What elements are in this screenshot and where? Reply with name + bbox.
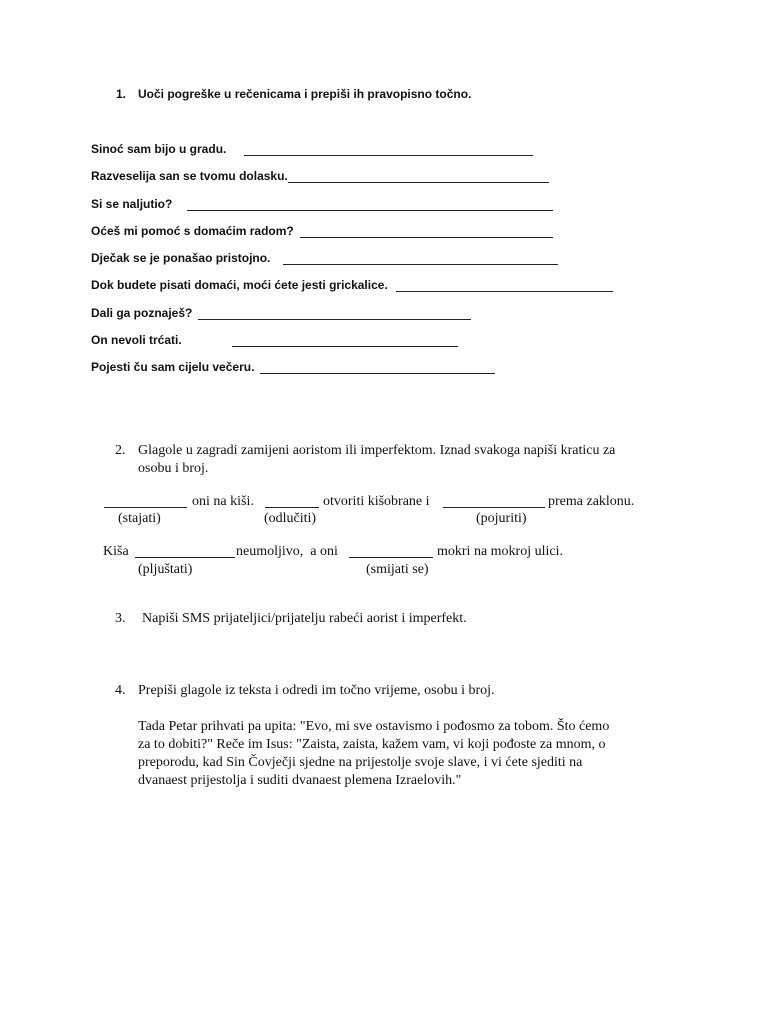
blank-pojuriti[interactable] [443,507,545,508]
blank-smijati-se[interactable] [349,557,433,558]
passage-line-3: preporodu, kad Sin Čovječji sjedne na prijestolje svoje slave, i vi ćete sjediti na [138,755,583,770]
blank-stajati[interactable] [104,507,187,508]
passage-line-2: za to dobiti?" Reče im Isus: "Zaista, zaista, kažem vam, vi koji pođoste za mnom, o [138,737,606,752]
answer-line-6[interactable] [396,291,613,292]
row-1-text-1: oni na kiši. [192,494,254,509]
row-1-text-3: prema zaklonu. [548,494,635,509]
row-2-text-2: mokri na mokroj ulici. [437,544,563,559]
passage-line-4: dvanaest prijestolja i suditi dvanaest plemena Izraelovih." [138,773,462,788]
answer-line-7[interactable] [198,319,471,320]
hint-smijati-se: (smijati se) [366,562,429,577]
blank-odluciti[interactable] [265,507,319,508]
hint-stajati: (stajati) [118,511,161,526]
row-1-text-2: otvoriti kišobrane i [323,494,430,509]
task-1-number: 1. [116,87,127,101]
task-4-instruction: Prepiši glagole iz teksta i odredi im točno vrijeme, osobu i broj. [138,683,495,698]
sentence-2: Razveselija san se tvomu dolasku. [91,169,288,183]
sentence-4: Oćeš mi pomoć s domaćim radom? [91,224,294,238]
hint-odluciti: (odlučiti) [264,511,317,526]
row-2-text-0: Kiša [103,544,129,559]
answer-line-3[interactable] [187,210,553,211]
row-2-text-1: neumoljivo, a oni [236,544,338,559]
sentence-8: On nevoli trćati. [91,333,182,347]
answer-line-2[interactable] [288,182,549,183]
blank-pljustati[interactable] [135,557,235,558]
sentence-7: Dali ga poznaješ? [91,306,193,320]
task-1-heading: Uoči pogreške u rečenicama i prepiši ih pravopisno točno. [138,87,472,101]
sentence-9: Pojesti ču sam cijelu večeru. [91,360,255,374]
task-4-number: 4. [115,683,126,698]
answer-line-5[interactable] [283,264,558,265]
answer-line-1[interactable] [244,155,533,156]
task-2-instruction-line-1: Glagole u zagradi zamijeni aoristom ili imperfektom. Iznad svakoga napiši kraticu za [138,443,616,458]
task-3-number: 3. [115,611,126,626]
sentence-6: Dok budete pisati domaći, moći ćete jesti grickalice. [91,278,388,292]
sentence-5: Dječak se je ponašao pristojno. [91,251,271,265]
sentence-1: Sinoć sam bijo u gradu. [91,142,227,156]
passage-line-1: Tada Petar prihvati pa upita: "Evo, mi sve ostavismo i pođosmo za tobom. Što ćemo [138,719,610,734]
hint-pojuriti: (pojuriti) [476,511,527,526]
answer-line-4[interactable] [300,237,553,238]
task-3-text: Napiši SMS prijateljici/prijatelju rabeći aorist i imperfekt. [142,611,467,626]
hint-pljustati: (pljuštati) [138,562,193,577]
task-2-instruction-line-2: osobu i broj. [138,461,209,476]
answer-line-9[interactable] [260,373,495,374]
task-2-number: 2. [115,443,126,458]
answer-line-8[interactable] [232,346,458,347]
sentence-3: Si se naljutio? [91,197,173,211]
